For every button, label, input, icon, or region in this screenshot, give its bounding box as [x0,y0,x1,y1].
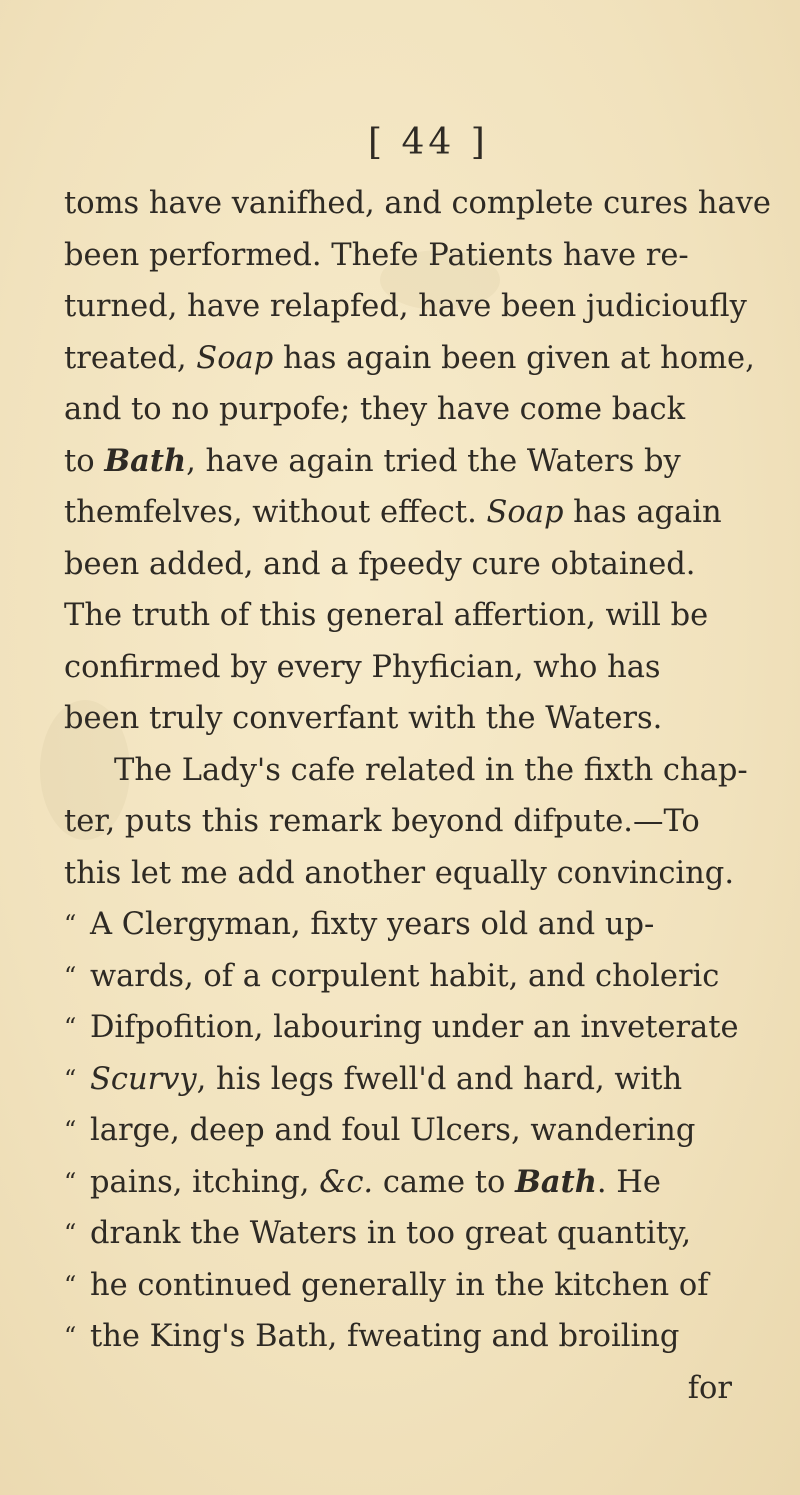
italic-word: &c. [319,1164,374,1200]
text-line: themfelves, without effect. Soap has again [64,487,744,539]
text-line: toms have vanifhed, and complete cures have [64,186,771,221]
quoted-line: “ pains, itching, &c. came to Bath . He [64,1157,744,1209]
quoted-line: “ wards, of a corpulent habit, and choleric [64,951,744,1003]
text-line: The Lady's cafe related in the fixth chap- [114,752,748,788]
text-line: been truly converfant with the Waters. [64,701,663,736]
text-line: turned, have relapfed, have been judicioufly [64,289,747,324]
catchword-line [64,1363,744,1415]
catchword: for [687,1370,732,1406]
text-line: treated, Soap has again been given at home, [64,333,744,385]
text-line: confirmed by every Phyfician, who has [64,649,661,685]
italic-word: Bath [515,1163,597,1200]
text-line: to Bath , have again tried the Waters by [64,436,744,488]
page-number: [ 44 ] [368,122,489,163]
quoted-line: “ large, deep and foul Ulcers, wandering [64,1105,744,1157]
text-line: been performed. Thefe Patients have re- [64,237,689,273]
italic-word: Soap [486,495,564,530]
text-line: been added, and a fpeedy cure obtained. [64,546,696,582]
quote-mark: “ [64,1219,77,1247]
italic-word: Bath [104,442,187,479]
text-line: The truth of this general affertion, will be [64,598,709,633]
quoted-line: “ Scurvy , his legs fwell'd and hard, with [64,1054,744,1106]
quoted-line: “ drank the Waters in too great quantity, [64,1208,744,1260]
quote-mark: “ [64,961,77,990]
text-line: this let me add another equally convincing. [64,855,735,891]
quote-mark: “ [64,1270,77,1299]
text-line: ter, puts this remark beyond difpute.—To [64,804,700,839]
quote-mark: “ [64,1167,77,1196]
italic-word: Soap [196,340,274,376]
quote-mark: “ [64,1064,77,1093]
italic-word: Scurvy [90,1061,197,1097]
quoted-line: “ Difpofition, labouring under an inveterate [64,1002,744,1054]
body-text [64,178,771,1414]
quote-mark: “ [64,1116,77,1144]
quoted-line: “ the King's Bath, fweating and broiling [64,1311,744,1363]
text-line: and to no purpofe; they have come back [64,392,686,427]
quote-mark: “ [64,910,77,938]
quote-mark: “ [64,1013,77,1041]
quote-mark: “ [64,1322,77,1350]
quoted-line: “ he continued generally in the kitchen of [64,1260,744,1312]
quoted-line: “ A Clergyman, fixty years old and up- [64,899,744,951]
